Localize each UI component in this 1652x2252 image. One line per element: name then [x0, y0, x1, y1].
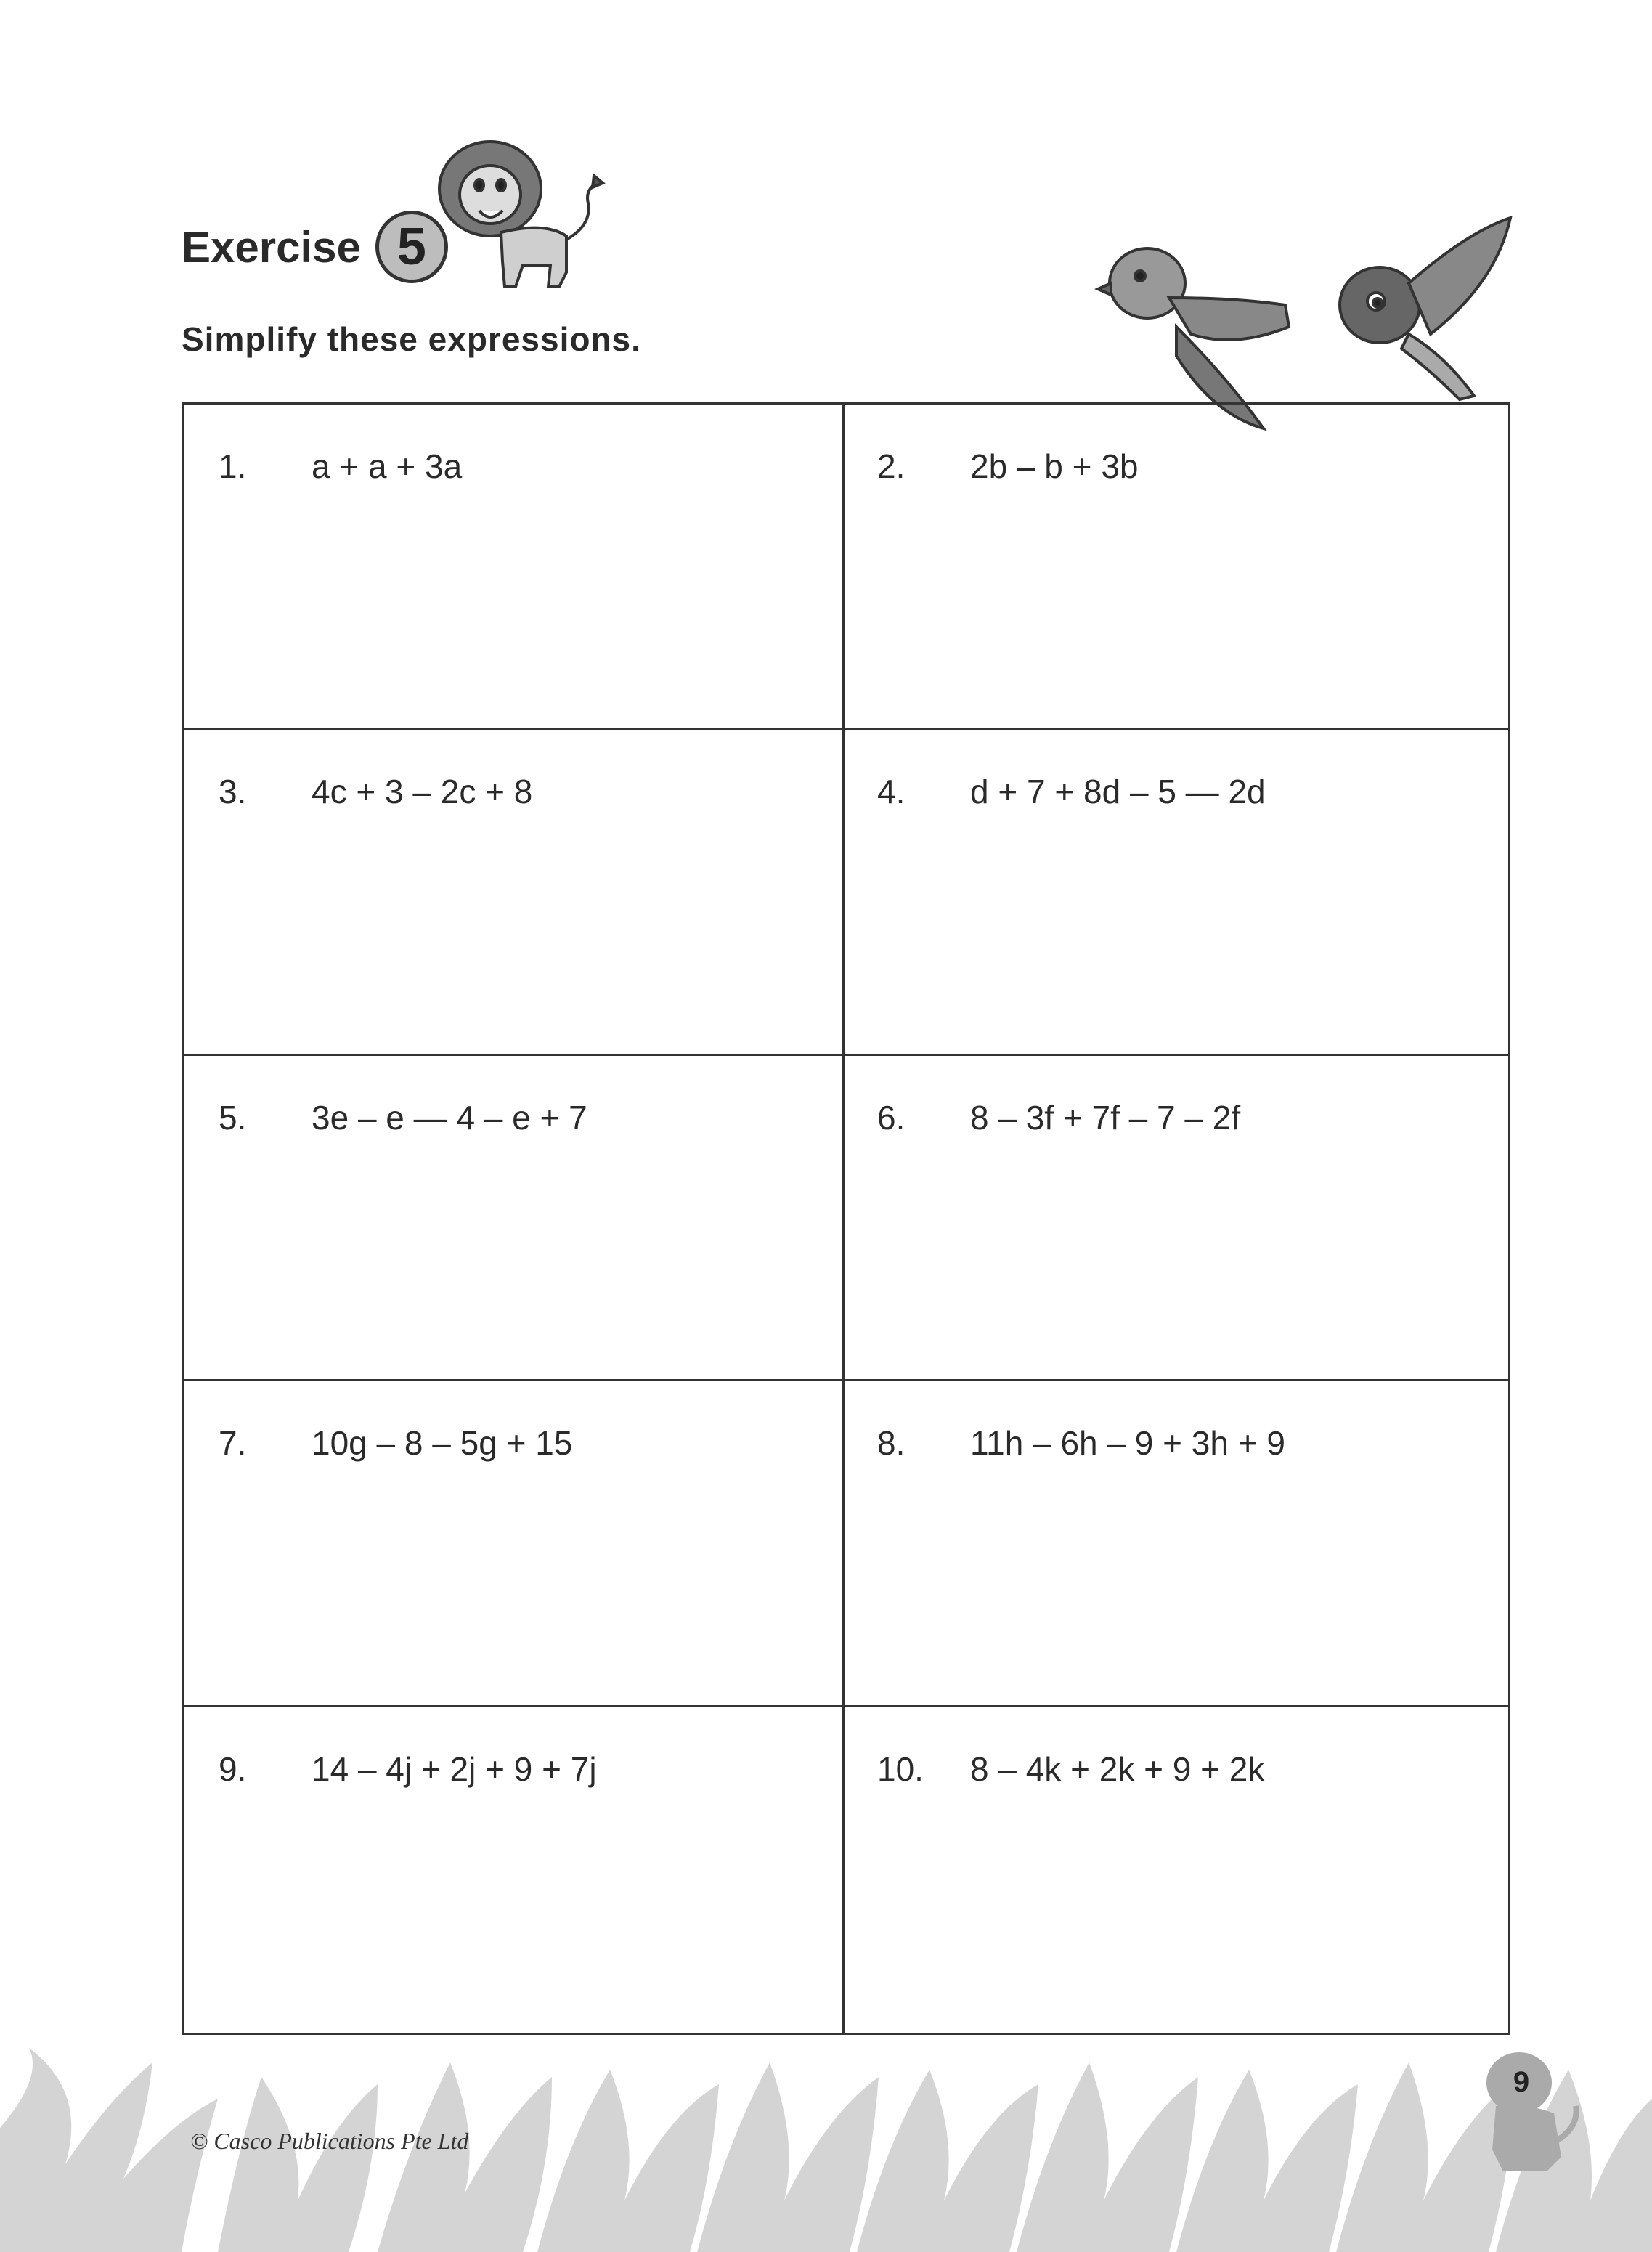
question — [877, 1423, 1285, 1463]
question — [219, 1423, 572, 1463]
lion-illustration — [421, 138, 610, 305]
copyright-text: © Casco Publications Pte Ltd — [190, 2128, 469, 2154]
question — [877, 1749, 1264, 1789]
question-number: 10. — [877, 1749, 924, 1788]
question — [219, 447, 462, 486]
answer-box[interactable] — [845, 730, 1508, 1055]
question-number: 5. — [219, 1098, 247, 1137]
question-expression: 2b – b + 3b — [970, 447, 1139, 485]
question-number: 3. — [219, 773, 247, 811]
question-number: 8. — [877, 1424, 906, 1463]
question-expression: a + a + 3a — [312, 447, 463, 485]
question-expression: 3e – e — 4 – e + 7 — [312, 1098, 587, 1137]
question-expression: 4c + 3 – 2c + 8 — [312, 773, 533, 811]
question-expression: 10g – 8 – 5g + 15 — [312, 1424, 573, 1463]
exercise-header — [182, 211, 448, 283]
answer-box[interactable] — [184, 1381, 845, 1707]
question — [219, 1749, 597, 1789]
question — [877, 772, 1266, 811]
question — [877, 447, 1138, 486]
instruction-text: Simplify these expressions. — [182, 320, 641, 358]
question-number: 7. — [219, 1424, 247, 1463]
question-number: 6. — [877, 1098, 906, 1137]
answer-box[interactable] — [184, 730, 845, 1055]
question — [219, 1098, 587, 1137]
page-number: 9 — [1513, 2066, 1530, 2098]
question-number: 9. — [219, 1749, 247, 1788]
question-expression: d + 7 + 8d – 5 — 2d — [970, 773, 1266, 811]
question-number: 1. — [219, 447, 247, 485]
question — [877, 1098, 1240, 1137]
answer-box[interactable] — [845, 1056, 1508, 1381]
question — [219, 772, 532, 811]
answer-box[interactable] — [845, 405, 1508, 730]
answer-box[interactable] — [845, 1707, 1508, 2033]
answer-box[interactable] — [184, 1707, 845, 2033]
question-expression: 8 – 4k + 2k + 9 + 2k — [970, 1749, 1265, 1788]
answer-box[interactable] — [184, 405, 845, 730]
answer-box[interactable] — [184, 1056, 845, 1381]
question-number: 4. — [877, 773, 906, 811]
question-expression: 11h – 6h – 9 + 3h + 9 — [970, 1424, 1285, 1463]
question-expression: 14 – 4j + 2j + 9 + 7j — [312, 1749, 597, 1788]
answer-box[interactable] — [845, 1381, 1508, 1707]
question-expression: 8 – 3f + 7f – 7 – 2f — [970, 1098, 1241, 1137]
question-number: 2. — [877, 447, 906, 485]
exercise-title: Exercise — [182, 222, 361, 272]
exercise-grid — [182, 402, 1510, 2035]
exercise-number-badge: 5 — [375, 211, 448, 283]
